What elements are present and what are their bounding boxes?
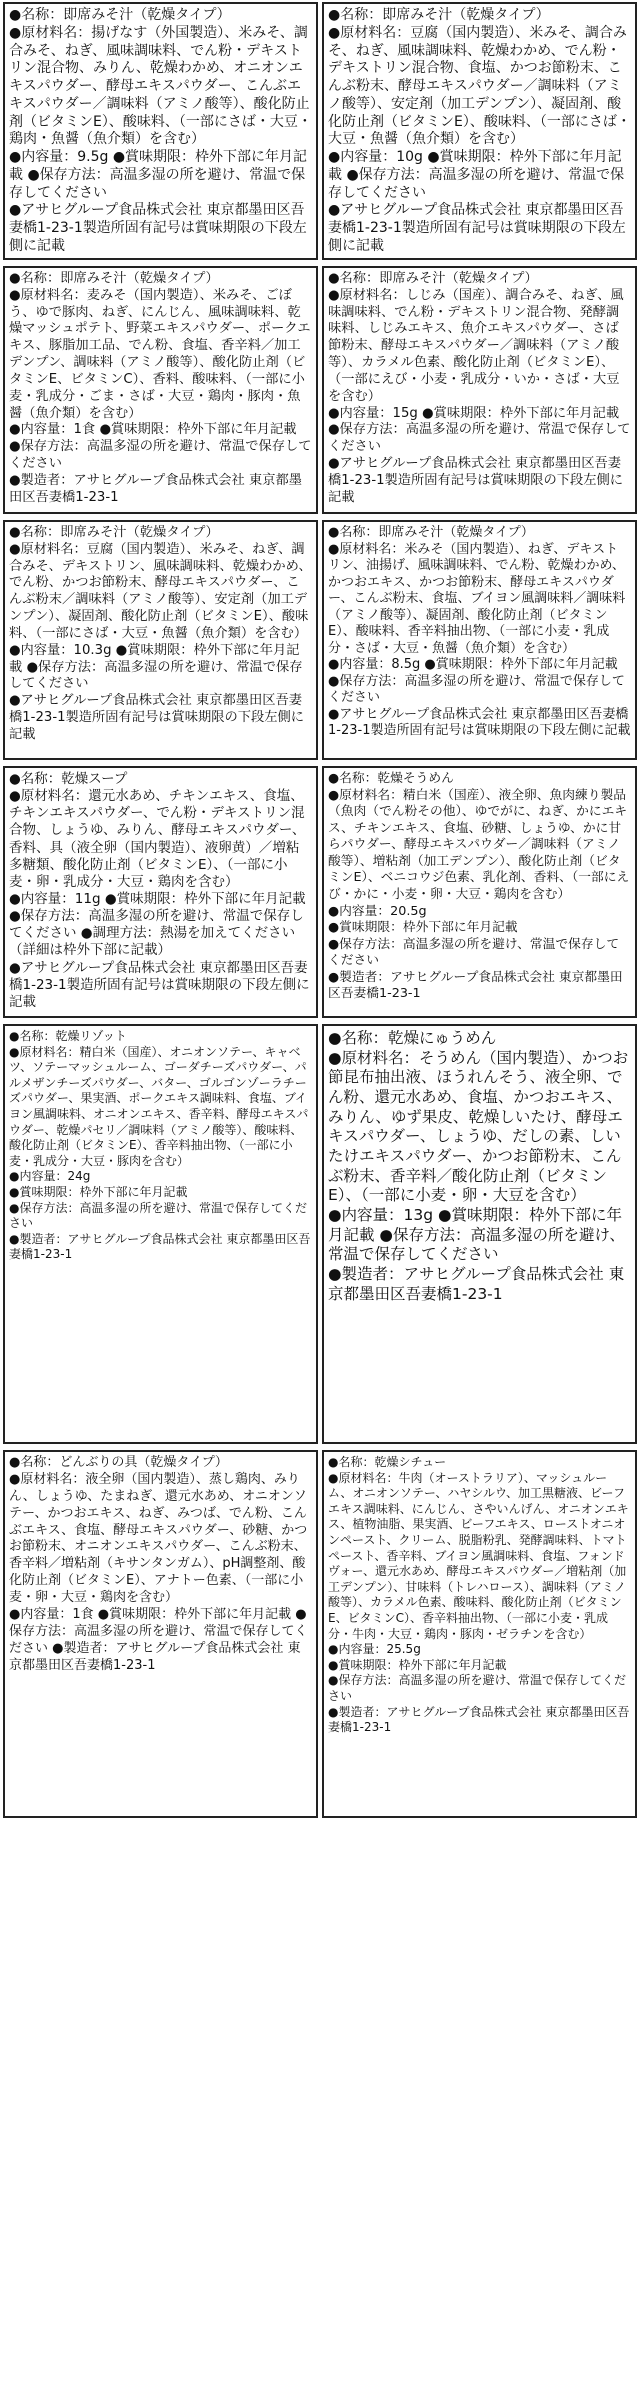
product-name: ●名称：乾燥スープ bbox=[9, 771, 128, 787]
label-line: ●内容量：1食 ●賞味期限：枠外下部に年月記載 ●保存方法：高温多湿の所を避け、常温で保存してください ●製造者：アサヒグループ食品株式会社 東京都墨田区吾妻橋1-23-1 bbox=[9, 1607, 308, 1673]
label-line: ●内容量：25.5g bbox=[328, 1642, 421, 1657]
label-panel bbox=[322, 1450, 637, 1818]
product-name: ●名称：即席みそ汁（乾燥タイプ） bbox=[9, 7, 231, 23]
label-line: ●保存方法：高温多湿の所を避け、常温で保存してください bbox=[328, 1673, 626, 1703]
label-line: ●アサヒグループ食品株式会社 東京都墨田区吾妻橋1-23-1製造所固有記号は賞味期限の下段左側に記載 bbox=[328, 455, 624, 505]
product-name: ●名称：即席みそ汁（乾燥タイプ） bbox=[328, 525, 534, 540]
label-panel bbox=[322, 520, 637, 760]
label-line: ●内容量：10.3g ●賞味期限：枠外下部に年月記載 ●保存方法：高温多湿の所を避け、常温で保存してください bbox=[9, 642, 303, 692]
label-line: ●賞味期限：枠外下部に年月記載 bbox=[328, 920, 518, 936]
label-line: ●内容量：24g bbox=[9, 1169, 91, 1184]
label-line: ●アサヒグループ食品株式会社 東京都墨田区吾妻橋1-23-1製造所固有記号は賞味期限の下段左側に記載 bbox=[9, 202, 307, 254]
product-name: ●名称：即席みそ汁（乾燥タイプ） bbox=[9, 525, 219, 540]
label-line: ●原材料名：還元水あめ、チキンエキス、食塩、チキンエキスパウダー、でん粉・デキストリン混合物、しょうゆ、みりん、酵母エキスパウダー、香料、具（液全卵（国内製造）、液卵黄）／増粘多糖類、酸化防止剤（ビタミンE）、（一部に小麦・卵・乳成分・大豆・鶏肉を含む） bbox=[9, 788, 306, 890]
label-line: ●賞味期限：枠外下部に年月記載 bbox=[328, 1657, 507, 1672]
label-line: ●製造者：アサヒグループ食品株式会社 東京都墨田区吾妻橋1-23-1 bbox=[9, 472, 302, 505]
label-line: ●原材料名：しじみ（国産）、調合みそ、ねぎ、風味調味料、でん粉・デキストリン混合物、発酵調味料、しじみエキス、魚介エキスパウダー、さば節粉末、酵母エキスパウダー／調味料（アミノ酸等）、カラメル色素、酸化防止剤（ビタミンE）、（一部にえび・小麦・乳成分・いか・さば・大豆を含む） bbox=[328, 287, 624, 404]
label-panel bbox=[3, 266, 318, 514]
label-line: ●原材料名：米みそ（国内製造）、ねぎ、デキストリン、油揚げ、風味調味料、でん粉、乾燥わかめ、かつおエキス、かつお節粉末、酵母エキスパウダー、こんぶ粉末、食塩、ブイヨン風調味料／調味料（アミノ酸等）、凝固剤、酸化防止剤（ビタミンE）、酸味料、香辛料抽出物、（一部に小麦・乳成分・さば・大豆・魚醤（魚介類）を含む） bbox=[328, 541, 626, 656]
label-line: ●原材料名：豆腐（国内製造）、米みそ、調合みそ、ねぎ、風味調味料、乾燥わかめ、でん粉・デキストリン混合物、食塩、かつお節粉末、こんぶ粉末、酵母エキスパウダー／調味料（アミノ酸等）、安定剤（加工デンプン）、凝固剤、酸化防止剤（ビタミンE）、酸味料、（一部にさば・大豆・魚醤（魚介類）を含む） bbox=[328, 24, 631, 148]
label-line: ●アサヒグループ食品株式会社 東京都墨田区吾妻橋1-23-1製造所固有記号は賞味期限の下段左側に記載 bbox=[9, 693, 305, 742]
label-line: ●原材料名：精白米（国産）、オニオンソテー、キャベツ、ソテーマッシュルーム、ゴーダチーズパウダー、パルメザンチーズパウダー、バター、ゴルゴンゾーラチーズパウダー、果実酒、ポークエキス調味料、食塩、ブイヨン風調味料、オニオンエキス、香辛料、酵母エキスパウダー、乾燥パセリ／調味料（アミノ酸等）、酸味料、酸化防止剤（ビタミンE）、香辛料抽出物、（一部に小麦・乳成分・大豆・豚肉を含む） bbox=[9, 1044, 309, 1168]
label-line: ●原材料名：液全卵（国内製造）、蒸し鶏肉、みりん、しょうゆ、たまねぎ、還元水あめ、オニオンソテー、かつおエキス、ねぎ、みつば、でん粉、こんぶエキス、食塩、酵母エキスパウダー、砂糖、かつお節粉末、オニオンエキスパウダー、こんぶ粉末、香辛料／増粘剤（キサンタンガム）、pH調整剤、酸化防止剤（ビタミンE）、アナトー色素、（一部に小麦・卵・大豆・鶏肉を含む） bbox=[9, 1471, 308, 1606]
label-line: ●内容量：13g ●賞味期限：枠外下部に年月記載 ●保存方法：高温多湿の所を避け、常温で保存してください bbox=[328, 1206, 625, 1264]
product-name: ●名称：乾燥リゾット bbox=[9, 1029, 127, 1043]
label-line: ●内容量：20.5g bbox=[328, 903, 427, 919]
label-line: ●保存方法：高温多湿の所を避け、常温で保存してください bbox=[9, 1200, 307, 1231]
label-line: ●アサヒグループ食品株式会社 東京都墨田区吾妻橋1-23-1製造所固有記号は賞味期限の下段左側に記載 bbox=[9, 959, 310, 1010]
label-line: ●アサヒグループ食品株式会社 東京都墨田区吾妻橋1-23-1製造所固有記号は賞味期限の下段左側に記載 bbox=[328, 202, 626, 254]
label-panel bbox=[3, 1024, 318, 1444]
label-line: ●製造者：アサヒグループ食品株式会社 東京都墨田区吾妻橋1-23-1 bbox=[328, 1704, 630, 1735]
label-line: ●原材料名：そうめん（国内製造）、かつお節昆布抽出液、ほうれんそう、液全卵、でん粉、還元水あめ、食塩、かつおエキス、みりん、ゆず果皮、乾燥しいたけ、酵母エキスパウダー、しょうゆ、だしの素、しいたけエキスパウダー、かつお節粉末、こんぶ粉末、香辛料／酸化防止剤（ビタミンE）、（一部に小麦・卵・大豆を含む） bbox=[328, 1048, 629, 1205]
label-line: ●原材料名：揚げなす（外国製造）、米みそ、調合みそ、ねぎ、風味調味料、でん粉・デキストリン混合物、みりん、乾燥わかめ、オニオンエキスパウダー、酵母エキスパウダー、こんぶエキスパウダー／調味料（アミノ酸等）、酸化防止剤（ビタミンE）、酸味料、（一部にさば・大豆・鶏肉・魚醤（魚介類）を含む） bbox=[9, 24, 312, 148]
product-name: ●名称：即席みそ汁（乾燥タイプ） bbox=[328, 7, 550, 23]
label-line: ●製造者：アサヒグループ食品株式会社 東京都墨田区吾妻橋1-23-1 bbox=[328, 969, 623, 1002]
label-line: ●原材料名：麦みそ（国内製造）、米みそ、ごぼう、ゆで豚肉、ねぎ、にんじん、風味調味料、乾燥マッシュポテト、野菜エキスパウダー、ポークエキス、豚脂加工品、でん粉、食塩、香辛料／加工デンプン、調味料（アミノ酸等）、酸化防止剤（ビタミンE、ビタミンC）、香料、酸味料、（一部に小麦・乳成分・ごま・さば・大豆・鶏肉・豚肉・魚醤（魚介類）を含む） bbox=[9, 287, 311, 421]
label-line: ●内容量：1食 ●賞味期限：枠外下部に年月記載 ●保存方法：高温多湿の所を避け、常温で保存してください bbox=[9, 422, 312, 471]
label-panel bbox=[322, 1024, 637, 1444]
label-panel bbox=[3, 520, 318, 760]
product-name: ●名称：乾燥そうめん bbox=[328, 771, 454, 786]
product-name: ●名称：即席みそ汁（乾燥タイプ） bbox=[328, 271, 538, 286]
label-line: ●賞味期限：枠外下部に年月記載 bbox=[9, 1184, 188, 1199]
product-name: ●名称：どんぶりの具（乾燥タイプ） bbox=[9, 1455, 228, 1470]
label-line: ●原材料名：豆腐（国内製造）、米みそ、ねぎ、調合みそ、デキストリン、風味調味料、乾燥わかめ、でん粉、かつお節粉末、酵母エキスパウダー、こんぶ粉末／調味料（アミノ酸等）、安定剤（加工デンプン）、凝固剤、酸化防止剤（ビタミンE）、酸味料、（一部にさば・大豆・魚醤（魚介類）を含む） bbox=[9, 541, 312, 641]
label-line: ●原材料名：精白米（国産）、液全卵、魚肉練り製品（魚肉（でん粉その他）、ゆでがに、ねぎ、かにエキス、チキンエキス、食塩、砂糖、しょうゆ、かに甘らパウダー、酵母エキスパウダー／調味料（アミノ酸等）、増粘剤（加工デンプン）、酸化防止剤（ビタミンE）、ベニコウジ色素、乳化剤、香料、（一部にえび・かに・小麦・卵・大豆・鶏肉を含む） bbox=[328, 787, 630, 902]
label-panel bbox=[3, 1450, 318, 1818]
product-name: ●名称：乾燥にゅうめん bbox=[328, 1029, 497, 1047]
label-line: ●内容量：9.5g ●賞味期限：枠外下部に年月記載 ●保存方法：高温多湿の所を避け、常温で保存してください bbox=[9, 149, 308, 201]
product-name: ●名称：即席みそ汁（乾燥タイプ） bbox=[9, 271, 219, 286]
label-line: ●内容量：15g ●賞味期限：枠外下部に年月記載 ●保存方法：高温多湿の所を避け、常温で保存してください bbox=[328, 405, 631, 455]
label-line: ●製造者：アサヒグループ食品株式会社 東京都墨田区吾妻橋1-23-1 bbox=[9, 1231, 311, 1262]
label-line: ●内容量：8.5g ●賞味期限：枠外下部に年月記載 ●保存方法：高温多湿の所を避け、常温で保存してください bbox=[328, 657, 625, 705]
label-line: ●製造者：アサヒグループ食品株式会社 東京都墨田区吾妻橋1-23-1 bbox=[328, 1265, 625, 1303]
label-panel bbox=[3, 2, 318, 260]
label-line: ●アサヒグループ食品株式会社 東京都墨田区吾妻橋1-23-1製造所固有記号は賞味期限の下段左側に記載 bbox=[328, 706, 631, 738]
product-name: ●名称：乾燥シチュー bbox=[328, 1455, 447, 1469]
label-panel bbox=[3, 766, 318, 1018]
label-line: ●内容量：10g ●賞味期限：枠外下部に年月記載 ●保存方法：高温多湿の所を避け、常温で保存してください bbox=[328, 149, 625, 201]
label-panel bbox=[322, 766, 637, 1018]
label-line: ●原材料名：牛肉（オーストラリア）、マッシュルーム、オニオンソテー、ハヤシルウ、加工黒糖液、ビーフエキス調味料、にんじん、さやいんげん、オニオンエキス、植物油脂、果実酒、ビーフエキス、ローストオニオンペースト、クリーム、脱脂粉乳、発酵調味料、トマトペースト、香辛料、ブイヨン風調味料、食塩、フォンドヴォー、還元水あめ、酵母エキスパウダー／増粘剤（加工デンプン）、甘味料（トレハロース）、調味料（アミノ酸等）、カラメル色素、酸味料、酸化防止剤（ビタミンE、ビタミンC）、香辛料抽出物、（一部に小麦・乳成分・牛肉・大豆・鶏肉・豚肉・ゼラチンを含む） bbox=[328, 1470, 629, 1641]
label-panel bbox=[322, 2, 637, 260]
label-line: ●保存方法：高温多湿の所を避け、常温で保存してください bbox=[328, 936, 620, 969]
label-line: ●内容量：11g ●賞味期限：枠外下部に年月記載 ●保存方法：高温多湿の所を避け、常温で保存してください ●調理方法：熱湯を加えてください（詳細は枠外下部に記載） bbox=[9, 890, 306, 959]
label-panel bbox=[322, 266, 637, 514]
